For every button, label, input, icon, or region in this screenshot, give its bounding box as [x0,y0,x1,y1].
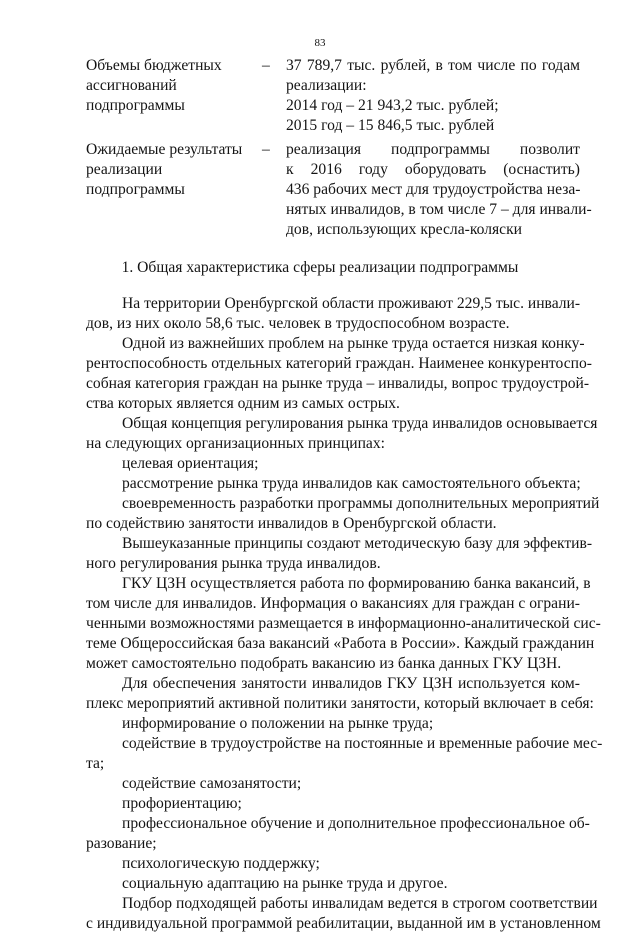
body-line: профессиональное обучение и дополнительное профессиональное об- [122,815,590,832]
budget-label-line: подпрограммы [86,97,185,114]
body-line: Общая концепция регулирования рынка труда инвалидов основывается [122,415,598,432]
results-value-line: нятых инвалидов, в том числе 7 – для инвали- [286,201,592,218]
body-line: рассмотрение рынка труда инвалидов как самостоятельного объекта; [122,475,581,492]
body-line: может самостоятельно подобрать вакансию из банка данных ГКУ ЦЗН. [86,655,562,672]
body-line: Для обеспечения занятости инвалидов ГКУ ЦЗН используется ком- [122,675,580,692]
results-label-line: Ожидаемые результаты [86,141,243,158]
body-line: На территории Оренбургской области проживают 229,5 тыс. инвали- [122,295,581,312]
budget-value-line: 2014 год – 21 943,2 тыс. рублей; [286,97,499,114]
body-line: ного регулирования рынка труда инвалидов. [86,555,381,572]
budget-label-line: ассигнований [86,77,177,94]
budget-dash: – [262,57,270,74]
results-value-line: дов, использующих кресла-коляски [286,221,522,238]
body-line: Одной из важнейших проблем на рынке труда остается низкая конку- [122,335,585,352]
budget-value [286,56,580,136]
results-label-line: реализации [86,161,163,178]
body-line: целевая ориентация; [122,455,259,472]
results-label-line: подпрограммы [86,181,185,198]
body-line: профориентацию; [122,795,242,812]
body-line: Подбор подходящей работы инвалидам ведется в строгом соответствии [122,895,598,912]
body-line: собная категория граждан на рынке труда – инвалиды, вопрос трудоустрой- [86,375,590,392]
body-line: том числе для инвалидов. Информация о вакансиях для граждан с ограни- [86,595,580,612]
passport-row-budget [86,56,580,136]
budget-value-line: 2015 год – 15 846,5 тыс. рублей [286,117,495,134]
body-line: ГКУ ЦЗН осуществляется работа по формированию банка вакансий, в [122,575,591,592]
page-number: 83 [314,37,326,49]
budget-value-line: реализации: [286,77,367,94]
section-title: 1. Общая характеристика сферы реализации подпрограммы [121,259,519,276]
results-value [286,140,592,240]
body-line: своевременность разработки программы дополнительных мероприятий [122,495,600,512]
body-line: та; [86,755,105,772]
results-value-line: 436 рабочих мест для трудоустройства неза- [286,181,581,198]
body-line: по содействию занятости инвалидов в Оренбургской области. [86,515,497,532]
body-text [86,294,603,934]
results-value-line: к 2016 году оборудовать (оснастить) [286,161,580,178]
budget-value-line: 37 789,7 тыс. рублей, в том числе по годам [286,57,580,74]
body-line: теме Общероссийская база вакансий «Работа в России». Каждый гражданин [86,635,595,652]
budget-label-line: Объемы бюджетных [86,57,222,74]
body-line: с индивидуальной программой реабилитации, выданной им в установленном [86,915,601,932]
body-line: дов, из них около 58,6 тыс. человек в трудоспособном возрасте. [86,315,510,332]
body-line: информирование о положении на рынке труда; [122,715,434,732]
body-line: Вышеуказанные принципы создают методическую базу для эффектив- [122,535,593,552]
results-dash: – [262,141,270,158]
budget-label [86,56,256,116]
body-line: содействие в трудоустройстве на постоянные и временные рабочие мес- [122,735,603,752]
body-line: психологическую поддержку; [122,855,320,872]
body-line: ченными возможностями размещается в информационно-аналитической сис- [86,615,601,632]
passport-row-results [86,140,592,240]
body-line: на следующих организационных принципах: [86,435,385,452]
body-line: плекс мероприятий активной политики занятости, который включает в себя: [86,695,594,712]
body-line: разование; [86,835,157,852]
body-line: социальную адаптацию на рынке труда и другое. [122,875,448,892]
results-label [86,140,256,200]
results-value-line: реализация подпрограммы позволит [286,141,580,158]
body-line: рентоспособность отдельных категорий граждан. Наименее конкурентоспо- [86,355,592,372]
body-line: содействие самозанятости; [122,775,302,792]
body-line: ства которых является одним из самых острых. [86,395,400,412]
